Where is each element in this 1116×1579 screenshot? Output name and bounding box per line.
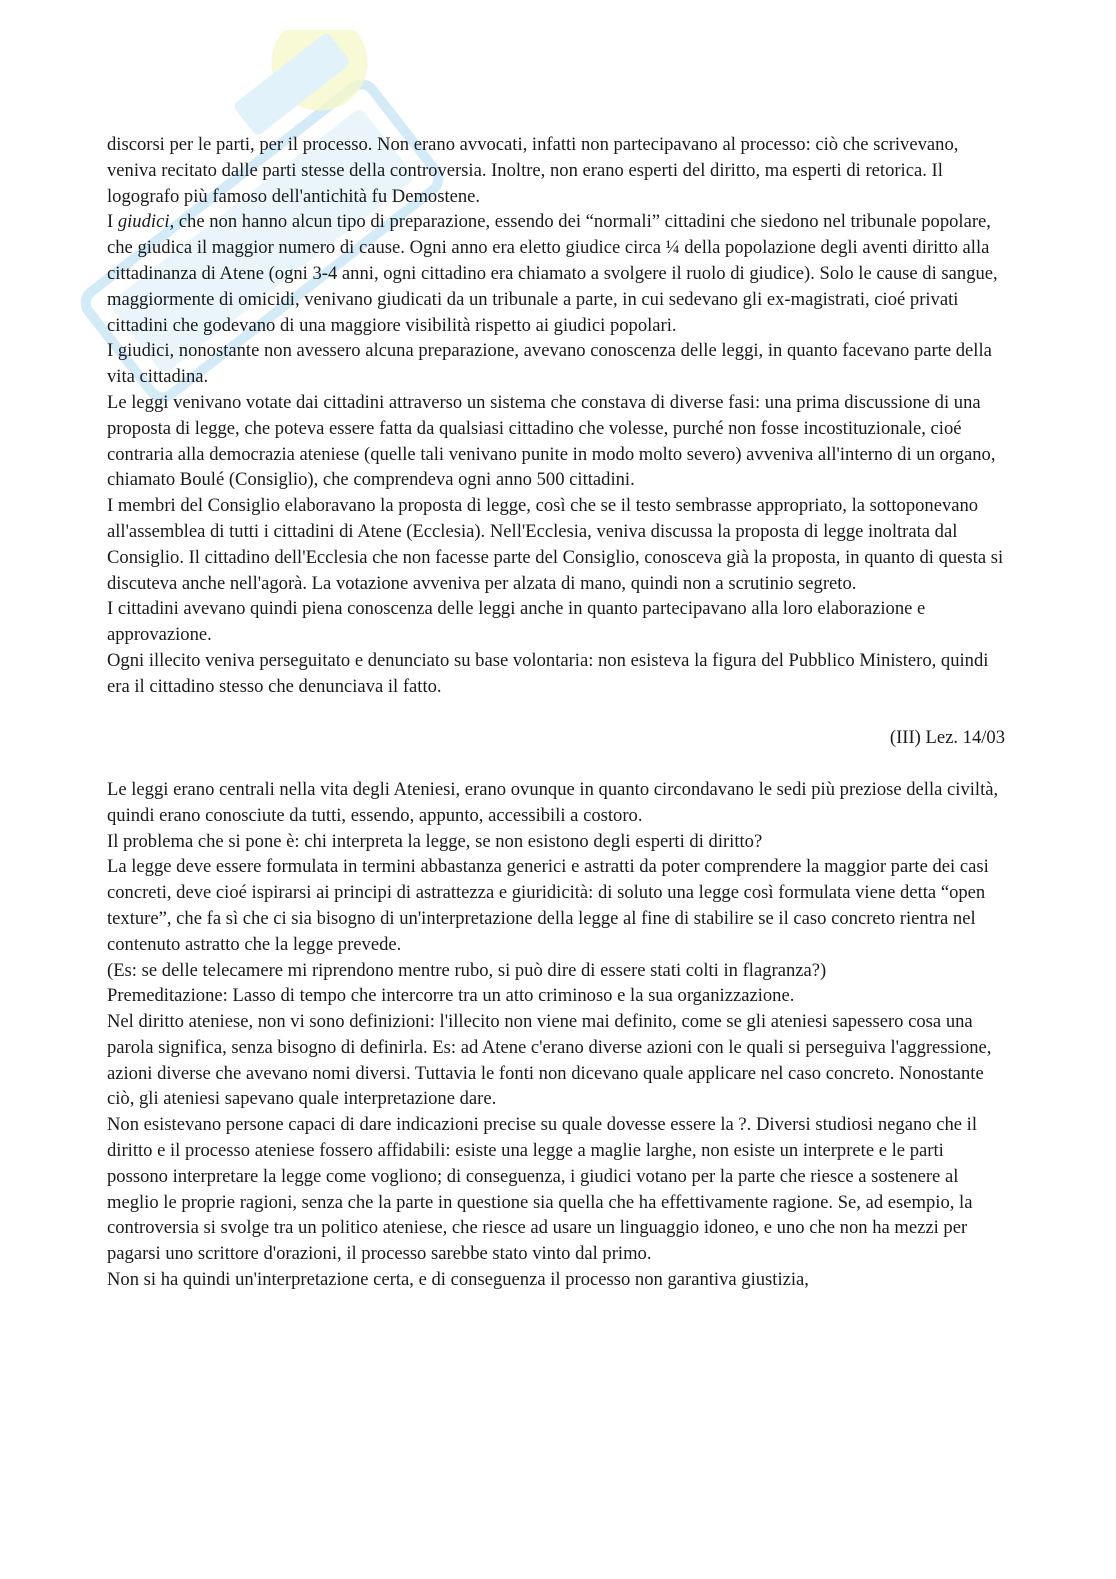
text-run: I <box>107 211 118 233</box>
paragraph: La legge deve essere formulata in termini abbastanza generici e astratti da poter comprendere la maggior parte dei casi concreti, deve cioé ispirarsi ai principi di astrattezza e giuridicità: di soluto una legge così formulata viene detta “open texture”, che fa sì che ci sia bisogno di un'interpretazione della legge al fine di stabilire se il caso concreto rientra nel contenuto astratto che la legge prevede. <box>107 856 989 955</box>
paragraph: Il problema che si pone è: chi interpreta la legge, se non esistono degli esperti di diritto? <box>107 830 763 852</box>
paragraph: Nel diritto ateniese, non vi sono definizioni: l'illecito non viene mai definito, come se gli ateniesi sapessero cosa una parola significa, senza bisogno di definirla. Es: ad Atene c'erano diverse azioni con le quali si perseguiva l'aggressione, azioni diverse che avevano nomi diversi. Tuttavia le fonti non dicevano quale applicare nel caso concreto. Nonostante ciò, gli ateniesi sapevano quale interpretazione dare. <box>107 1011 992 1110</box>
section-logografi-giudici <box>107 132 1005 700</box>
paragraph: Non si ha quindi un'interpretazione certa, e di conseguenza il processo non garantiva giustizia, <box>107 1269 809 1291</box>
paragraph: Ogni illecito veniva perseguitato e denunciato su base volontaria: non esisteva la figura del Pubblico Ministero, quindi era il cittadino stesso che denunciava il fatto. <box>107 649 989 697</box>
paragraph: I cittadini avevano quindi piena conoscenza delle leggi anche in quanto partecipavano alla loro elaborazione e approvazione. <box>107 598 926 646</box>
italic-term: giudici, <box>117 211 175 233</box>
paragraph: I giudici, nonostante non avessero alcuna preparazione, avevano conoscenza delle leggi, in quanto facevano parte della vita cittadina. <box>107 340 992 388</box>
document-body <box>107 132 1005 1293</box>
lesson-heading: (III) Lez. 14/03 <box>889 727 1005 749</box>
text-run: che non hanno alcun tipo di preparazione, essendo dei “normali” cittadini che siedono nel tribunale popolare, che giudica il maggior numero di cause. Ogni anno era eletto giudice circa ¼ della popolazione degli aventi diritto alla cittadinanza di Atene (ogni 3-4 anni, ogni cittadino era chiamato a svolgere il ruolo di giudice). Solo le cause di sangue, maggiormente di omicidi, venivano giudicati da un tribunale a parte, in cui sedevano gli ex-magistrati, cioé privati cittadini che godevano di una maggiore visibilità rispetto ai giudici popolari. <box>107 211 998 336</box>
paragraph-giudici <box>107 209 1005 338</box>
paragraph: Le leggi erano centrali nella vita degli Ateniesi, erano ovunque in quanto circondavano le sedi più preziose della civiltà, quindi erano conosciute da tutti, essendo, appunto, accessibili a costoro. <box>107 778 999 826</box>
paragraph: Premeditazione: Lasso di tempo che intercorre tra un atto criminoso e la sua organizzazione. <box>107 985 795 1007</box>
paragraph: (Es: se delle telecamere mi riprendono mentre rubo, si può dire di essere stati colti in flagranza?) <box>107 959 827 981</box>
paragraph: Le leggi venivano votate dai cittadini attraverso un sistema che constava di diverse fasi: una prima discussione di una proposta di legge, che poteva essere fatta da qualsiasi cittadino che volesse, purché non fosse incostituzionale, cioé contraria alla democrazia ateniese (quelle tali venivano punite in modo molto severo) avveniva all'interno di un organo, chiamato Boulé (Consiglio), che comprendeva ogni anno 500 cittadini. <box>107 391 996 491</box>
paragraph: Non esistevano persone capaci di dare indicazioni precise su quale dovesse essere la ?. Diversi studiosi negano che il diritto e il processo ateniese fossero affidabili: esiste una legge a maglie larghe, non esiste un interprete e le parti possono interpretare la legge come vogliono; di conseguenza, i giudici votano per la parte che riesce a sostenere al meglio le proprie ragioni, senza che la parte in questione sia quella che ha effettivamente ragione. Se, ad esempio, la controversia si svolge tra un politico ateniese, che riesce ad usare un linguaggio idoneo, e uno che non ha mezzi per pagarsi uno scrittore d'orazioni, il processo sarebbe stato vinto dal primo. <box>107 1114 977 1265</box>
paragraph: I membri del Consiglio elaboravano la proposta di legge, così che se il testo sembrasse appropriato, la sottoponevano all'assemblea di tutti i cittadini di Atene (Ecclesia). Nell'Ecclesia, veniva discussa la proposta di legge inoltrata dal Consiglio. Il cittadino dell'Ecclesia che non facesse parte del Consiglio, conosceva già la proposta, in quanto di questa si discuteva anche nell'agorà. La votazione avveniva per alzata di mano, quindi non a scrutinio segreto. <box>107 495 1004 594</box>
section-interpretazione <box>107 777 1005 1293</box>
paragraph: discorsi per le parti, per il processo. Non erano avvocati, infatti non partecipavano al processo: ciò che scrivevano, veniva recitato dalle parti stesse della controversia. Inoltre, non erano esperti del diritto, ma esperti di retorica. Il logografo più famoso dell'antichità fu Demostene. <box>107 134 959 207</box>
